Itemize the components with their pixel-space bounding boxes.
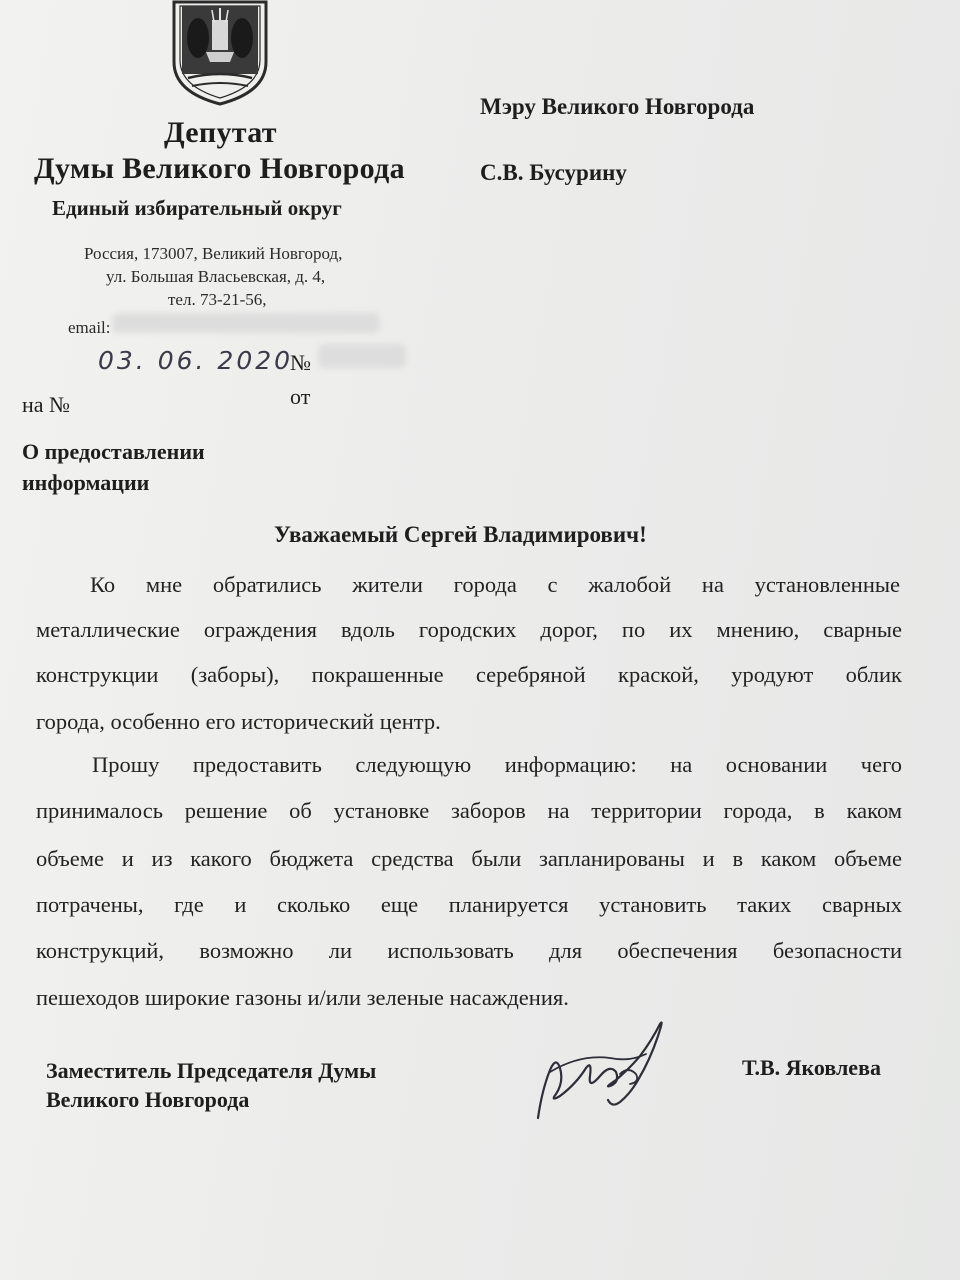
recipient-line1: Мэру Великого Новгорода xyxy=(480,94,755,119)
address-line2: ул. Большая Власьевская, д. 4, xyxy=(106,267,326,286)
email-redacted xyxy=(112,313,380,333)
number-redacted xyxy=(318,344,406,368)
paragraph1-line: металлические ограждения вдоль городских дорог, по их мнению, сварные xyxy=(36,617,902,642)
paragraph1-line: Ко мне обратились жители города с жалобой на установленные xyxy=(90,572,900,597)
subject-line2: информации xyxy=(22,470,150,495)
greeting: Уважаемый Сергей Владимирович! xyxy=(274,522,647,547)
recipient-line2: С.В. Бусурину xyxy=(480,160,627,185)
electoral-district: Единый избирательный округ xyxy=(52,196,342,220)
from-label: от xyxy=(290,384,311,409)
reference-number-label: на № xyxy=(22,392,71,417)
paragraph2-line: объеме и из какого бюджета средства были запланированы и в каком объеме xyxy=(36,846,902,871)
address-line1: Россия, 173007, Великий Новгород, xyxy=(84,244,343,263)
paragraph2-line: принималось решение об установке заборов на территории города, в каком xyxy=(36,798,902,823)
paragraph1-line: города, особенно его исторический центр. xyxy=(36,709,441,734)
number-label: № xyxy=(290,350,311,375)
email-label: email: xyxy=(68,318,111,337)
handwritten-signature xyxy=(520,1010,680,1130)
signatory-position-line2: Великого Новгорода xyxy=(46,1087,250,1112)
signatory-name: Т.В. Яковлева xyxy=(742,1055,881,1080)
header-title-line2: Думы Великого Новгорода xyxy=(34,152,405,185)
paragraph2-line: потрачены, где и сколько еще планируется установить таких сварных xyxy=(36,892,902,917)
header-title-line1: Депутат xyxy=(164,116,277,149)
paragraph2-line: Прошу предоставить следующую информацию: на основании чего xyxy=(92,752,902,777)
letter-date: 03. 06. 2020 xyxy=(98,346,294,375)
signatory-position-line1: Заместитель Председателя Думы xyxy=(46,1058,377,1083)
coat-of-arms-icon xyxy=(168,0,272,106)
paragraph2-line: пешеходов широкие газоны и/или зеленые насаждения. xyxy=(36,985,569,1010)
subject-line1: О предоставлении xyxy=(22,439,205,464)
paragraph1-line: конструкции (заборы), покрашенные серебряной краской, уродуют облик xyxy=(36,662,902,687)
paragraph2-line: конструкций, возможно ли использовать для обеспечения безопасности xyxy=(36,938,902,963)
phone: тел. 73-21-56, xyxy=(168,290,267,309)
